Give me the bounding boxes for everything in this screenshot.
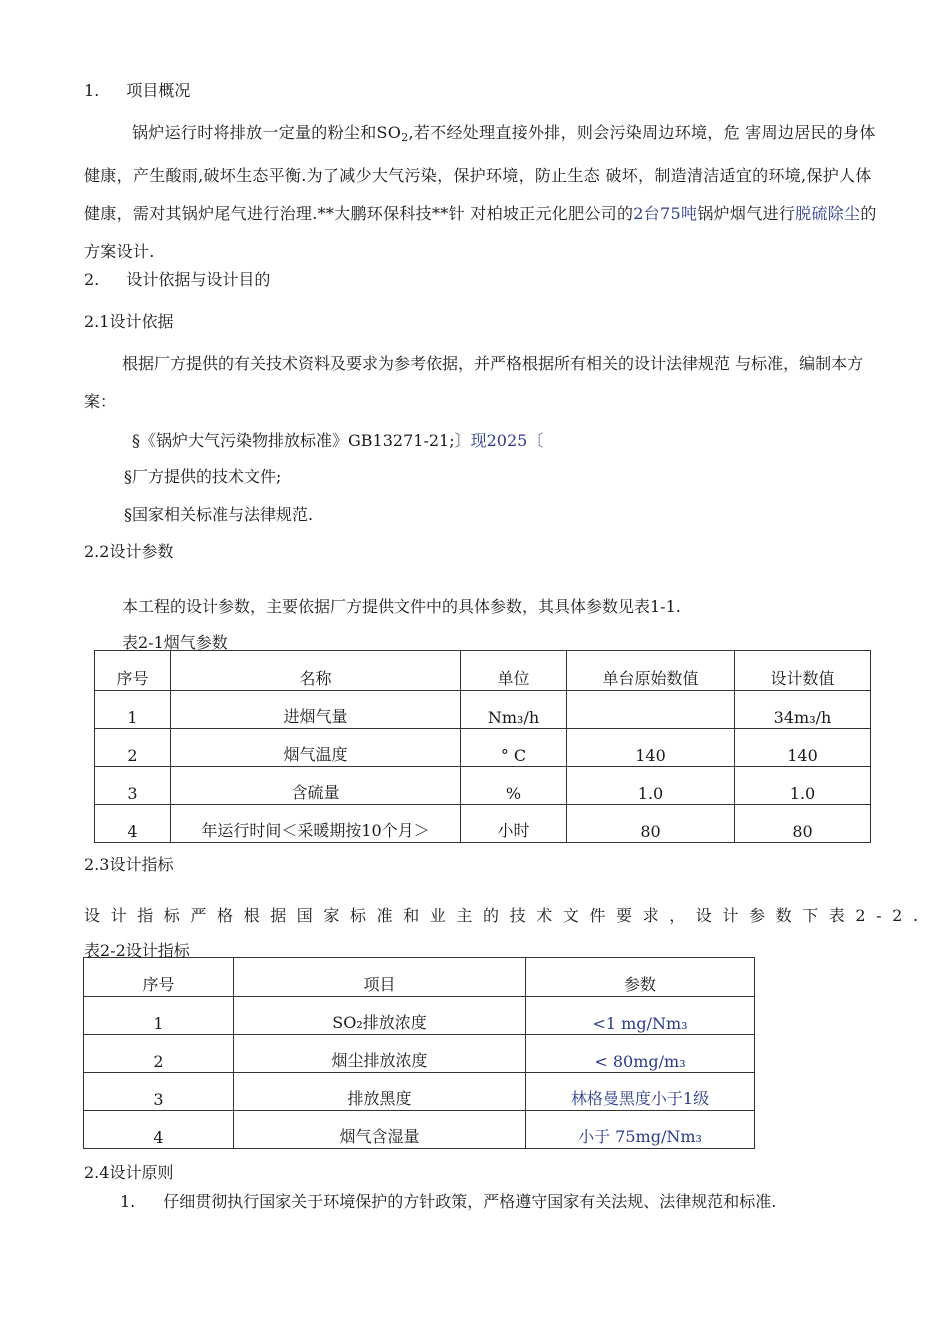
overview-paragraph: 锅炉运行时将排放一定量的粉尘和$SO_2$,若不经处理直接外排，则会污染周边环境，危 害周边居民的身体健康，产生酸雨,破坏生态平衡.为了减少大气污染，保护环境，防止生态 破坏，制造清洁适宜的环境,保护人体健康，需对其锅炉尾气进行治理.**大鹏环保科技**针 对柏坡正元化肥公司的2台75吨锅炉烟气进行脱硫除尘的方案设计. bbox=[84, 123, 877, 261]
standard-bullet-2: §厂方提供的技术文件; bbox=[124, 467, 282, 486]
table-row: 4 烟气含湿量 小于 75mg/Nm₃ bbox=[84, 1111, 755, 1149]
principle-paragraph: 1. 仔细贯彻执行国家关于环境保护的方针政策，严格遵守国家有关法规、法律规范和标准. bbox=[120, 1192, 777, 1211]
params-paragraph: 本工程的设计参数，主要依据厂方提供文件中的具体参数，其具体参数见表1-1. bbox=[122, 597, 681, 616]
standard-bullet-1: §《锅炉大气污染物排放标准》GB13271-21;〕现2025〔 bbox=[132, 431, 544, 450]
basis-paragraph: 根据厂方提供的有关技术资料及要求为参考依据，并严格根据所有相关的设计法律规范 与标准，编制本方案： bbox=[84, 354, 864, 411]
subsection-2-3-heading: 2.3设计指标 bbox=[84, 855, 174, 874]
design-indicators-table bbox=[83, 957, 755, 1149]
section-2-heading bbox=[84, 267, 270, 290]
table-row: 3 含硫量 % 1.0 1.0 bbox=[95, 767, 871, 805]
flue-gas-parameters-table bbox=[94, 650, 871, 843]
table-header-row: 序号 名称 单位 单台原始数值 设计数值 bbox=[95, 651, 871, 691]
table-row: 2 烟尘排放浓度 < 80mg/m₃ bbox=[84, 1035, 755, 1073]
subsection-2-4-heading: 2.4设计原则 bbox=[84, 1163, 174, 1182]
section-1-heading bbox=[84, 78, 190, 101]
subsection-2-1-heading: 2.1设计依据 bbox=[84, 312, 174, 331]
table-row: 2 烟气温度 ° C 140 140 bbox=[95, 729, 871, 767]
section-title: 设计依据与设计目的 bbox=[126, 270, 271, 289]
table-row: 3 排放黑度 林格曼黑度小于1级 bbox=[84, 1073, 755, 1111]
table-header-row: 序号 项目 参数 bbox=[84, 958, 755, 997]
table-row: 4 年运行时间＜采暖期按10个月＞ 小时 80 80 bbox=[95, 805, 871, 843]
section-title: 项目概况 bbox=[126, 81, 191, 100]
section-number: 2. bbox=[84, 270, 100, 289]
list-number: 1. bbox=[120, 1192, 136, 1211]
standard-bullet-3: §国家相关标准与法律规范. bbox=[124, 505, 314, 524]
table-2-caption: 表2-2设计指标 bbox=[84, 941, 190, 960]
indicators-paragraph: 设计指标严格根据国家标准和业主的技术文件要求，设计参数下表2-2. bbox=[84, 906, 929, 925]
table-1-caption: 表2-1烟气参数 bbox=[122, 633, 228, 652]
subsection-2-2-heading: 2.2设计参数 bbox=[84, 542, 174, 561]
table-row: 1 进烟气量 Nm₃/h 34m₃/h bbox=[95, 691, 871, 729]
table-row: 1 SO₂排放浓度 <1 mg/Nm₃ bbox=[84, 997, 755, 1035]
section-number: 1. bbox=[84, 81, 100, 100]
